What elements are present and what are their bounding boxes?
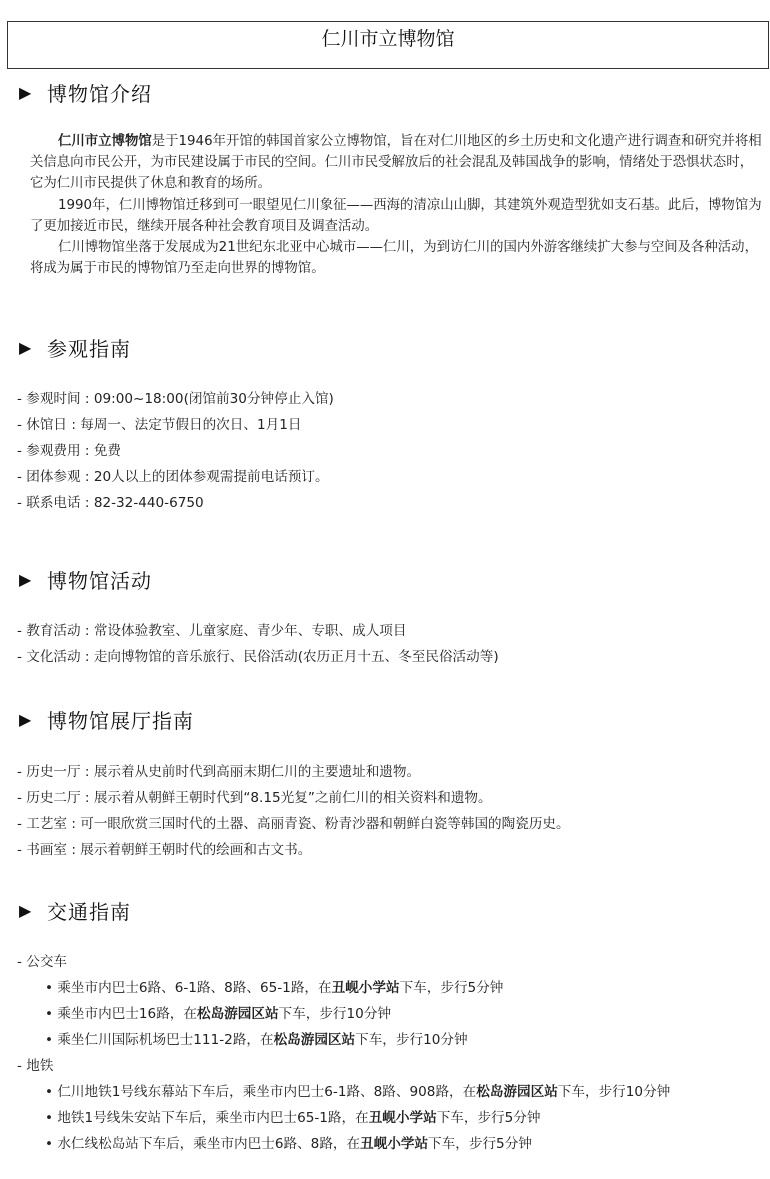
section-intro-header — [19, 78, 760, 106]
intro-paragraph — [30, 131, 765, 195]
bus-route — [17, 975, 670, 1001]
list-item: - 历史二厅 : 展示着从朝鲜王朝时代到“8.15光复”之前仁川的相关资料和遗物。 — [17, 790, 492, 806]
intro-paragraph: 仁川博物馆坐落于发展成为21世纪东北亚中心城市——仁川，为到访仁川的国内外游客继续扩大参与空间及各种活动，将成为属于市民的博物馆乃至走向世界的博物馆。 — [30, 240, 758, 277]
route-text: 下车，步行5分钟 — [428, 1136, 532, 1152]
bus-label: - 公交车 — [17, 954, 68, 970]
route-text: • 乘坐市内巴士6路、6-1路、8路、65-1路，在 — [45, 980, 332, 996]
triangle-bullet-icon: ▶ — [19, 82, 32, 102]
triangle-bullet-icon: ▶ — [19, 900, 32, 920]
list-item: - 联系电话 : 82-32-440-6750 — [17, 495, 204, 511]
route-text: • 乘坐市内巴士16路，在 — [45, 1006, 197, 1022]
route-text: • 乘坐仁川国际机场巴士111-2路，在 — [45, 1032, 274, 1048]
activities-list — [17, 618, 499, 670]
list-item: - 工艺室 : 可一眼欣赏三国时代的土器、高丽青瓷、粉青沙器和朝鲜白瓷等韩国的陶瓷历史。 — [17, 816, 570, 832]
section-guide-header — [19, 333, 760, 361]
intro-text — [30, 131, 765, 279]
list-item: - 休馆日 : 每周一、法定节假日的次日、1月1日 — [17, 417, 302, 433]
section-title: 博物馆介绍 — [47, 81, 152, 106]
bus-stop-name: 松岛游园区站 — [476, 1084, 558, 1100]
subway-label: - 地铁 — [17, 1058, 54, 1074]
triangle-bullet-icon: ▶ — [19, 709, 32, 729]
list-item: - 历史一厅 : 展示着从史前时代到高丽末期仁川的主要遗址和遗物。 — [17, 764, 421, 780]
section-transport-header — [19, 896, 760, 924]
subway-route — [17, 1131, 670, 1157]
route-text: 下车，步行5分钟 — [436, 1110, 541, 1126]
bus-stop-name: 丑岘小学站 — [368, 1110, 437, 1126]
section-title: 博物馆活动 — [47, 568, 152, 593]
list-item: - 参观时间 : 09:00~18:00(闭馆前30分钟停止入馆) — [17, 391, 334, 407]
bus-stop-name: 松岛游园区站 — [273, 1032, 356, 1048]
triangle-bullet-icon: ▶ — [19, 337, 32, 357]
route-text: 下车，步行10分钟 — [278, 1006, 392, 1022]
route-text: 下车，步行5分钟 — [399, 980, 504, 996]
museum-name: 仁川市立博物馆 — [58, 134, 152, 149]
guide-list — [17, 386, 334, 516]
route-text: • 仁川地铁1号线东幕站下车后，乘坐市内巴士6-1路、8路、908路，在 — [45, 1084, 477, 1100]
list-item: - 文化活动 : 走向博物馆的音乐旅行、民俗活动(农历正月十五、冬至民俗活动等) — [17, 649, 499, 665]
route-text: 下车，步行10分钟 — [557, 1084, 671, 1100]
list-item: - 教育活动 : 常设体验教室、儿童家庭、青少年、专职、成人项目 — [17, 623, 407, 639]
section-title: 交通指南 — [47, 899, 131, 924]
page-title: 仁川市立博物馆 — [7, 21, 769, 69]
section-activities-header — [19, 565, 760, 593]
transport-list — [17, 949, 670, 1157]
section-title: 参观指南 — [47, 336, 131, 361]
section-halls-header — [19, 705, 760, 733]
route-text: • 地铁1号线朱安站下车后，乘坐市内巴士65-1路，在 — [45, 1110, 369, 1126]
subway-route — [17, 1079, 670, 1105]
bus-stop-name: 丑岘小学站 — [331, 980, 400, 996]
subway-route — [17, 1105, 670, 1131]
bus-route — [17, 1027, 670, 1053]
list-item: - 团体参观 : 20人以上的团体参观需提前电话预订。 — [17, 469, 329, 485]
list-item: - 书画室 : 展示着朝鲜王朝时代的绘画和古文书。 — [17, 842, 312, 858]
list-item: - 参观费用 : 免费 — [17, 443, 122, 459]
route-text: 下车，步行10分钟 — [355, 1032, 468, 1048]
triangle-bullet-icon: ▶ — [19, 569, 32, 589]
bus-stop-name: 丑岘小学站 — [360, 1136, 429, 1152]
halls-list — [17, 759, 570, 863]
section-title: 博物馆展厅指南 — [47, 708, 194, 733]
bus-stop-name: 松岛游园区站 — [196, 1006, 279, 1022]
intro-paragraph: 1990年，仁川博物馆迁移到可一眼望见仁川象征——西海的清凉山山脚，其建筑外观造型犹如支石基。此后，博物馆为了更加接近市民，继续开展各种社会教育项目及调查活动。 — [30, 197, 762, 234]
route-text: • 水仁线松岛站下车后，乘坐市内巴士6路、8路，在 — [45, 1136, 361, 1152]
bus-route — [17, 1001, 670, 1027]
intro-paragraph-text: 是于1946年开馆的韩国首家公立博物馆，旨在对仁川地区的乡土历史和文化遗产进行调查和研究并将相关信息向市民公开，为市民建设属于市民的空间。仁川市民受解放后的社会混乱及韩国战争的影响，情绪处于恐惧状态时，它为仁川市民提供了休息和教育的场所。 — [30, 134, 762, 192]
